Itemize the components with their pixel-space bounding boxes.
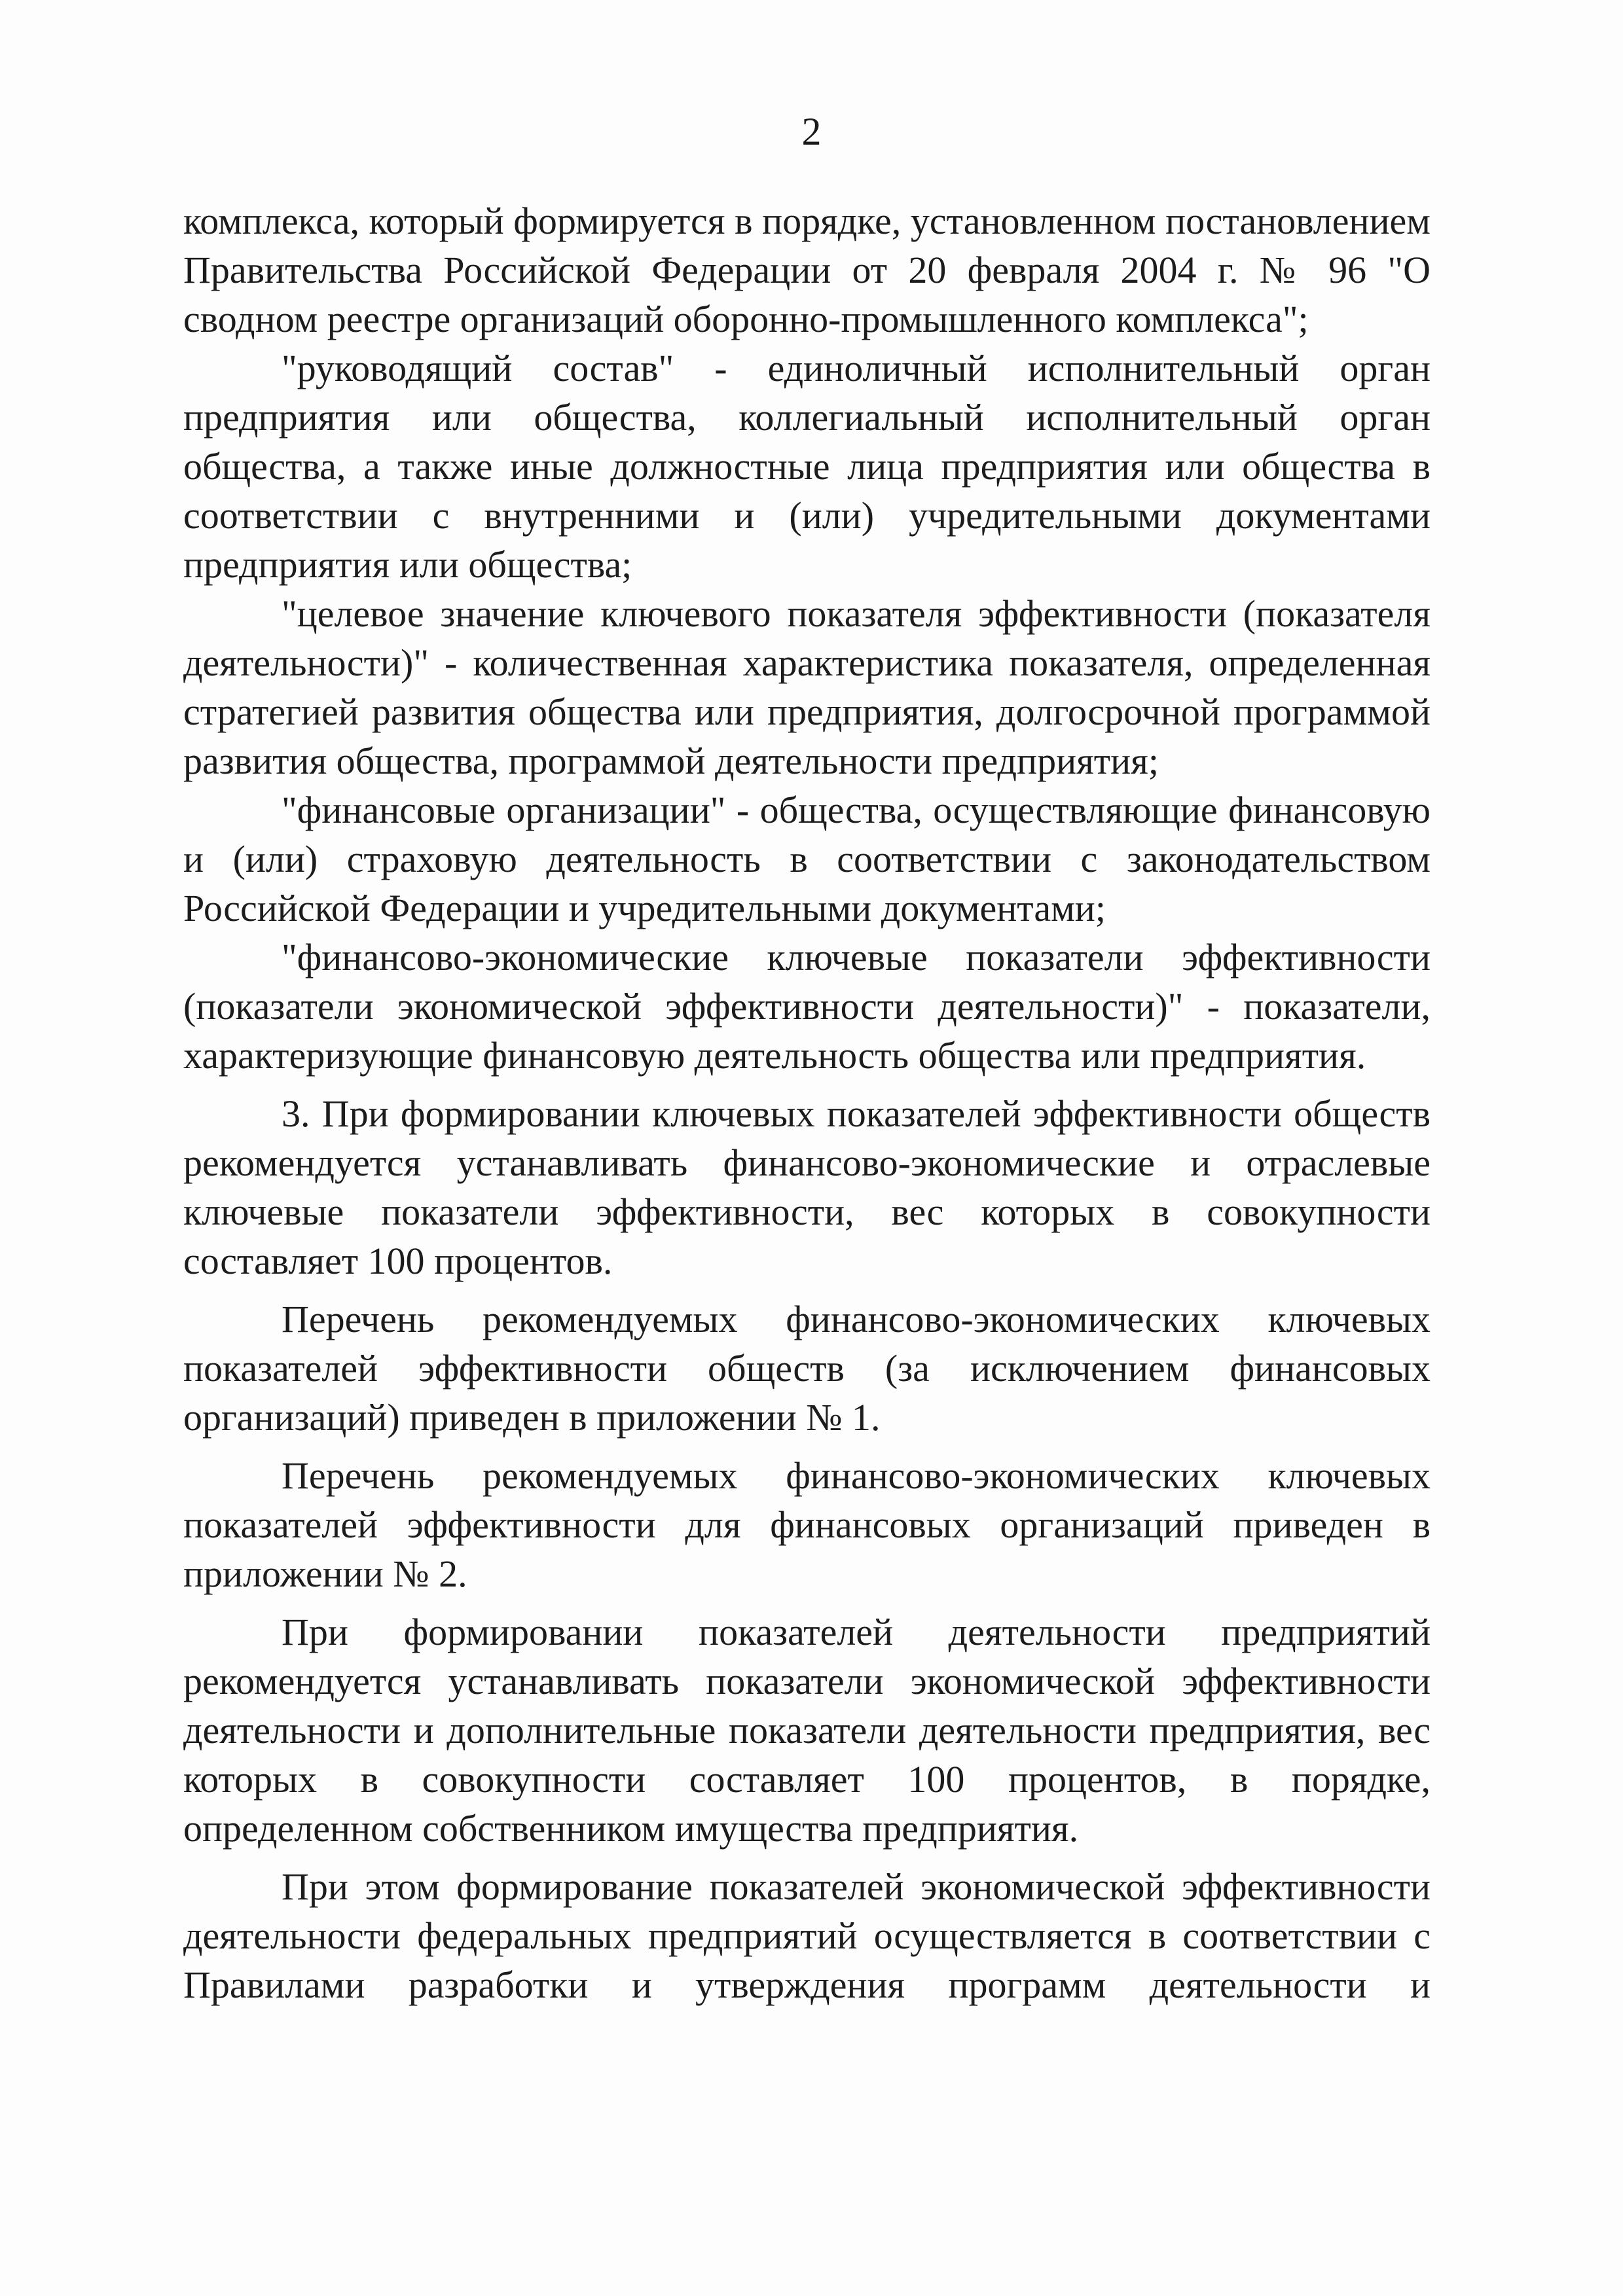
paragraph-annex-2-reference: Перечень рекомендуемых финансово-экономических ключевых показателей эффективности для финансовых организаций приведен в приложении № 2. — [183, 1454, 1431, 1595]
paragraph-section-3: 3. При формировании ключевых показателей эффективности обществ рекомендуется устанавливать финансово-экономические и отраслевые ключевые показатели эффективности, вес которых в совокупности составляет 100 процентов. — [183, 1092, 1431, 1282]
paragraph-federal-enterprises: При этом формирование показателей экономической эффективности деятельности федеральных предприятий осуществляется в соответствии с Правилами разработки и утверждения программ деятельности и — [183, 1865, 1431, 2006]
paragraph-definition-opk-registry: комплекса, который формируется в порядке, установленном постановлением Правительства Российской Федерации от 20 февраля 2004 г. № 96 "О сводном реестре организаций оборонно-промышленного комплекса"; — [183, 200, 1431, 340]
paragraph-definition-financial-kpi: "финансово-экономические ключевые показатели эффективности (показатели экономической эффективности деятельности)" - показатели, характеризующие финансовую деятельность общества или предприятия. — [183, 936, 1431, 1077]
document-body — [183, 196, 1431, 2009]
paragraph-definition-target-value: "целевое значение ключевого показателя эффективности (показателя деятельности)" - количественная характеристика показателя, определенная стратегией развития общества или предприятия, долгосрочной программой развития общества, программой деятельности предприятия; — [183, 592, 1431, 782]
paragraph-annex-1-reference: Перечень рекомендуемых финансово-экономических ключевых показателей эффективности обществ (за исключением финансовых организаций) приведен в приложении № 1. — [183, 1298, 1431, 1439]
paragraph-definition-financial-organizations: "финансовые организации" - общества, осуществляющие финансовую и (или) страховую деятельность в соответствии с законодательством Российской Федерации и учредительными документами; — [183, 789, 1431, 929]
paragraph-definition-management: "руководящий состав" - единоличный исполнительный орган предприятия или общества, коллегиальный исполнительный орган общества, а также иные должностные лица предприятия или общества в соответствии с внутренними и (или) учредительными документами предприятия или общества; — [183, 347, 1431, 586]
paragraph-enterprise-indicators: При формировании показателей деятельности предприятий рекомендуется устанавливать показатели экономической эффективности деятельности и дополнительные показатели деятельности предприятия, вес которых в совокупности составляет 100 процентов, в порядке, определенном собственником имущества предприятия. — [183, 1611, 1431, 1850]
page-number: 2 — [801, 110, 822, 153]
